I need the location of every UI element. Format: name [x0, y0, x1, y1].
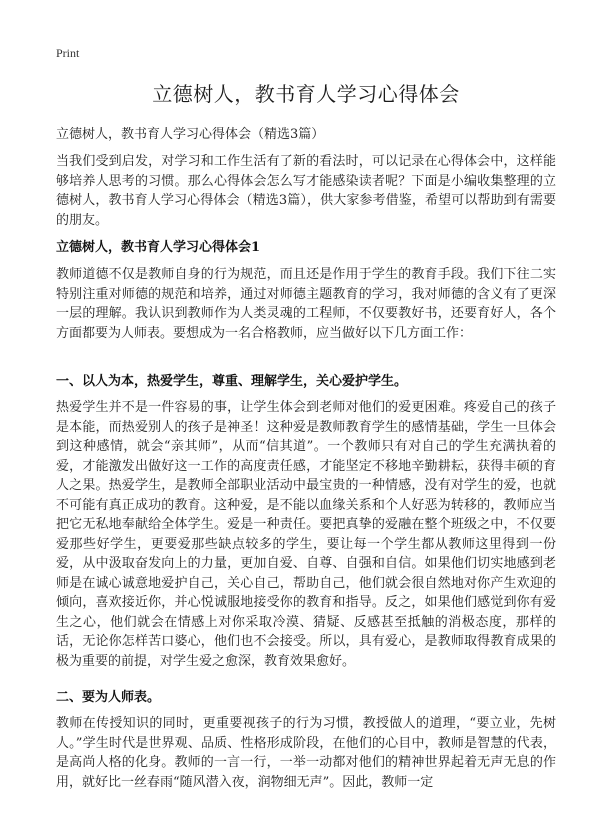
- page-subtitle: 立德树人，教书育人学习心得体会（精选3篇）: [56, 127, 325, 142]
- page-title: 立德树人，教书育人学习心得体会: [152, 82, 460, 106]
- heading-1: 一、以人为本，热爱学生，尊重、理解学生，关心爱护学生。: [56, 374, 408, 389]
- paragraph-2: 热爱学生并不是一件容易的事，让学生体会到老师对他们的爱更困难。疼爱自己的孩子是本能，而热爱别人的孩子是神圣！这种爱是教师教育学生的感情基础，学生一旦体会到这种感情，就会“亲其师”，从而“信其道”。一个教师只有对自己的学生充满执着的爱，才能激发出做好这一工作的高度责任感，才能坚定不移地辛勤耕耘，获得丰硕的育人之果。热爱学生，是教师全部职业活动中最宝贵的一种情感，没有对学生的爱，也就不可能有真正成功的教育。这种爱，是不能以血缘关系和个人好恶为转移的，教师应当把它无私地奉献给全体学生。爱是一种责任。要把真挚的爱融在整个班级之中，不仅要爱那些好学生，更要爱那些缺点较多的学生，要让每一个学生都从教师这里得到一份爱，从中汲取奋发向上的力量，更加自爱、自尊、自强和自信。如果他们切实地感到老师是在诚心诚意地爱护自己，关心自己，帮助自己，他们就会很自然地对你产生欢迎的倾向，喜欢接近你，并心悦诚服地接受你的教育和指导。反之，如果他们感觉到你有爱生之心，他们就会在情感上对你采取冷漠、猜疑、反感甚至抵触的消极态度，那样的话，无论你怎样苦口婆心，他们也不会接受。所以，具有爱心，是教师取得教育成果的极为重要的前提，对学生爱之愈深，教育效果愈好。: [56, 400, 556, 669]
- section-title: 立德树人，教书育人学习心得体会1: [56, 240, 261, 255]
- paragraph-1: 教师道德不仅是教师自身的行为规范，而且还是作用于学生的教育手段。我们下往二实特别注重对师德的规范和培养，通过对师德主题教育的学习，我对师德的含义有了更深一层的理解。我认识到教师作为人类灵魂的工程师，不仅要教好书，还要育好人，各个方面都要为人师表。要想成为一名合格教师，应当做好以下几方面工作：: [56, 267, 556, 341]
- print-label[interactable]: Print: [56, 46, 80, 60]
- intro-paragraph: 当我们受到启发，对学习和工作生活有了新的看法时，可以记录在心得体会中，这样能够培养人思考的习惯。那么心得体会怎么写才能感染读者呢？下面是小编收集整理的立德树人，教书育人学习心得体会（精选3篇），供大家参考借鉴，希望可以帮助到有需要的朋友。: [56, 154, 556, 228]
- paragraph-3: 教师在传授知识的同时，更重要视孩子的行为习惯，教授做人的道理，“要立业，先树人。”学生时代是世界观、品质、性格形成阶段，在他们的心目中，教师是智慧的代表，是高尚人格的化身。教师的一言一行，一举一动都对他们的精神世界起着无声无息的作用，就好比一丝春雨“随风潜入夜，润物细无声”。因此，教师一定: [56, 716, 556, 790]
- heading-2: 二、要为人师表。: [56, 690, 161, 705]
